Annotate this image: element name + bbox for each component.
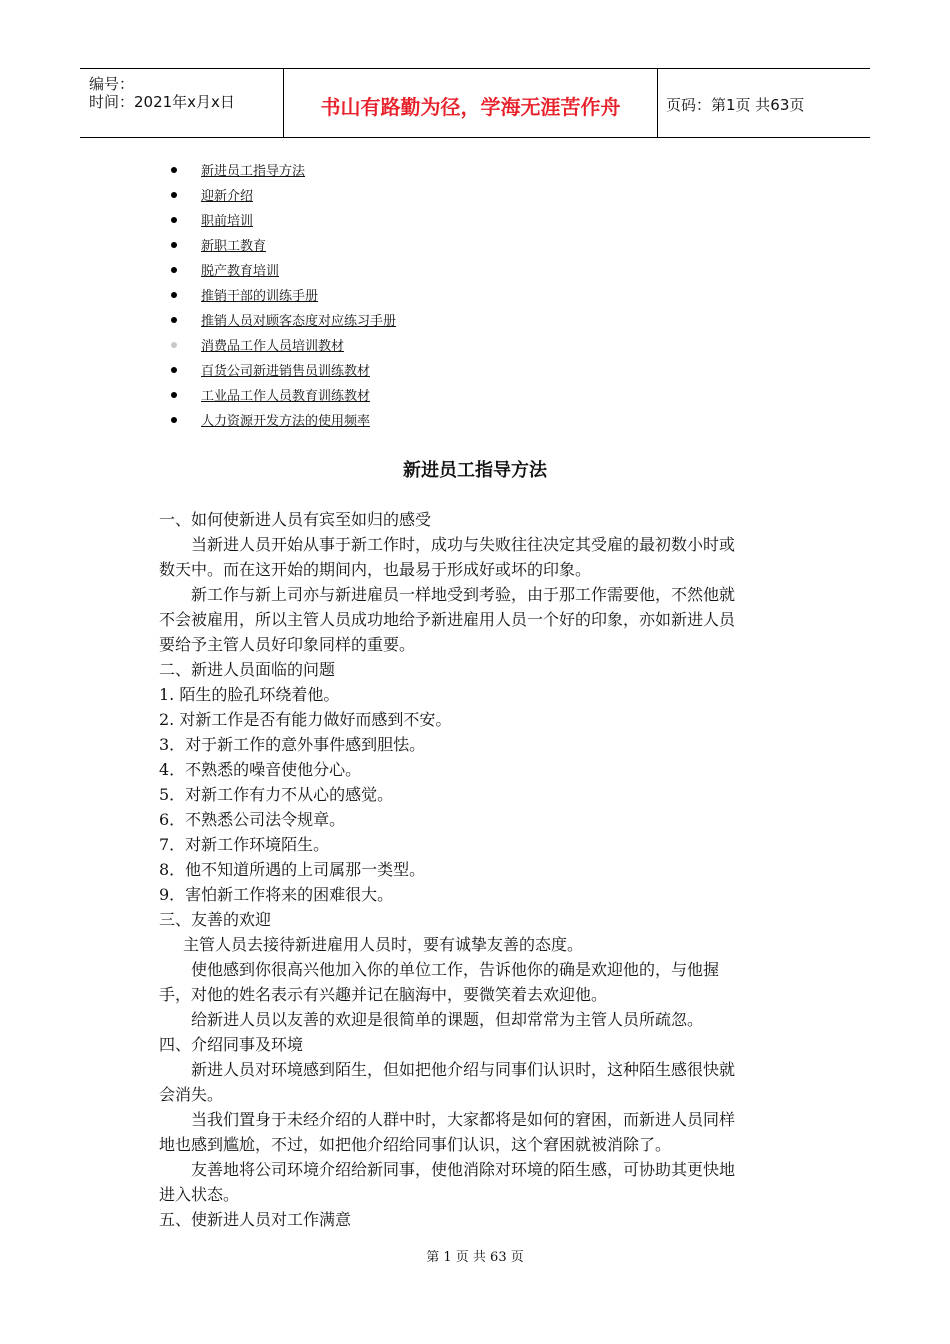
document-header — [80, 68, 870, 138]
list-item: 5．对新工作有力不从心的感觉。 — [159, 785, 394, 804]
list-item: 8．他不知道所遇的上司属那一类型。 — [159, 860, 426, 879]
toc-link[interactable]: 百货公司新进销售员训练教材 — [201, 364, 371, 379]
bullet-icon — [171, 267, 177, 273]
bullet-icon — [171, 367, 177, 373]
bullet-icon — [171, 242, 177, 248]
bullet-icon — [171, 292, 177, 298]
paragraph-line: 使他感到你很高兴他加入你的单位工作，告诉他你的确是欢迎他的，与他握 — [191, 960, 720, 979]
section-heading: 五、使新进人员对工作满意 — [159, 1210, 352, 1229]
bullet-icon — [171, 167, 177, 173]
document-number-label: 编号： — [89, 75, 135, 93]
paragraph-line: 不会被雇用，所以主管人员成功地给予新进雇用人员一个好的印象，亦如新进人员 — [159, 610, 736, 629]
toc-item[interactable] — [0, 335, 950, 360]
header-page-cell — [657, 69, 870, 137]
paragraph-line: 进入状态。 — [159, 1185, 240, 1204]
header-info-cell — [80, 69, 283, 137]
paragraph-line: 新进人员对环境感到陌生，但如把他介绍与同事们认识时，这种陌生感很快就 — [191, 1060, 736, 1079]
paragraph-line: 要给予主管人员好印象同样的重要。 — [159, 635, 416, 654]
paragraph-line: 会消失。 — [159, 1085, 224, 1104]
toc-item[interactable] — [0, 185, 950, 210]
toc-item[interactable] — [0, 210, 950, 235]
header-motto-cell — [283, 69, 658, 137]
toc-item[interactable] — [0, 385, 950, 410]
paragraph-line: 当新进人员开始从事于新工作时，成功与失败往往决定其受雇的最初数小时或 — [191, 535, 736, 554]
header-motto: 书山有路勤为径，学海无涯苦作舟 — [320, 95, 621, 119]
paragraph-line: 给新进人员以友善的欢迎是很简单的课题，但却常常为主管人员所疏忽。 — [191, 1010, 704, 1029]
paragraph-line: 当我们置身于未经介绍的人群中时，大家都将是如何的窘困，而新进人员同样 — [191, 1110, 736, 1129]
header-page-label: 页码：第1页 共63页 — [666, 96, 805, 114]
toc-item[interactable] — [0, 260, 950, 285]
section-title: 新进员工指导方法 — [403, 460, 547, 481]
toc-link[interactable]: 人力资源开发方法的使用频率 — [201, 414, 371, 429]
list-item: 6．不熟悉公司法令规章。 — [159, 810, 346, 829]
toc-link[interactable]: 工业品工作人员教育训练教材 — [201, 389, 371, 404]
paragraph-line: 手，对他的姓名表示有兴趣并记在脑海中，要微笑着去欢迎他。 — [159, 985, 608, 1004]
toc-link[interactable]: 新职工教育 — [201, 239, 267, 254]
toc-link[interactable]: 迎新介绍 — [201, 189, 254, 204]
toc-link[interactable]: 推销人员对顾客态度对应练习手册 — [201, 314, 397, 329]
bullet-icon — [171, 417, 177, 423]
toc-link[interactable]: 新进员工指导方法 — [201, 164, 306, 179]
toc-link[interactable]: 脱产教育培训 — [201, 264, 280, 279]
toc-item[interactable] — [0, 310, 950, 335]
toc-item[interactable] — [0, 360, 950, 385]
toc-link[interactable]: 消费品工作人员培训教材 — [201, 339, 345, 354]
toc-item[interactable] — [0, 410, 950, 435]
toc-link[interactable]: 职前培训 — [201, 214, 254, 229]
toc-item[interactable] — [0, 235, 950, 260]
paragraph-line: 主管人员去接待新进雇用人员时，要有诚挚友善的态度。 — [183, 935, 584, 954]
bullet-icon — [171, 317, 177, 323]
list-item: 9．害怕新工作将来的困难很大。 — [159, 885, 394, 904]
list-item: 3．对于新工作的意外事件感到胆怯。 — [159, 735, 426, 754]
bullet-icon — [171, 217, 177, 223]
bullet-icon — [171, 192, 177, 198]
section-heading: 二、新进人员面临的问题 — [159, 660, 336, 679]
toc-item[interactable] — [0, 160, 950, 185]
paragraph-line: 新工作与新上司亦与新进雇员一样地受到考验，由于那工作需要他，不然他就 — [191, 585, 736, 604]
bullet-icon — [171, 342, 177, 348]
list-item: 7．对新工作环境陌生。 — [159, 835, 330, 854]
list-item: 1. 陌生的脸孔环绕着他。 — [159, 685, 340, 704]
page-footer: 第 1 页 共 63 页 — [426, 1250, 524, 1265]
toc-item[interactable] — [0, 285, 950, 310]
toc-link[interactable]: 推销干部的训练手册 — [201, 289, 319, 304]
paragraph-line: 友善地将公司环境介绍给新同事，使他消除对环境的陌生感，可协助其更快地 — [191, 1160, 736, 1179]
section-heading: 一、如何使新进人员有宾至如归的感受 — [159, 510, 432, 529]
section-heading: 四、介绍同事及环境 — [159, 1035, 304, 1054]
list-item: 4．不熟悉的噪音使他分心。 — [159, 760, 362, 779]
list-item: 2. 对新工作是否有能力做好而感到不安。 — [159, 710, 452, 729]
paragraph-line: 地也感到尴尬，不过，如把他介绍给同事们认识，这个窘困就被消除了。 — [159, 1135, 672, 1154]
document-time-label: 时间：2021年x月x日 — [89, 93, 235, 111]
section-heading: 三、友善的欢迎 — [159, 910, 272, 929]
paragraph-line: 数天中。而在这开始的期间内，也最易于形成好或坏的印象。 — [159, 560, 592, 579]
bullet-icon — [171, 392, 177, 398]
